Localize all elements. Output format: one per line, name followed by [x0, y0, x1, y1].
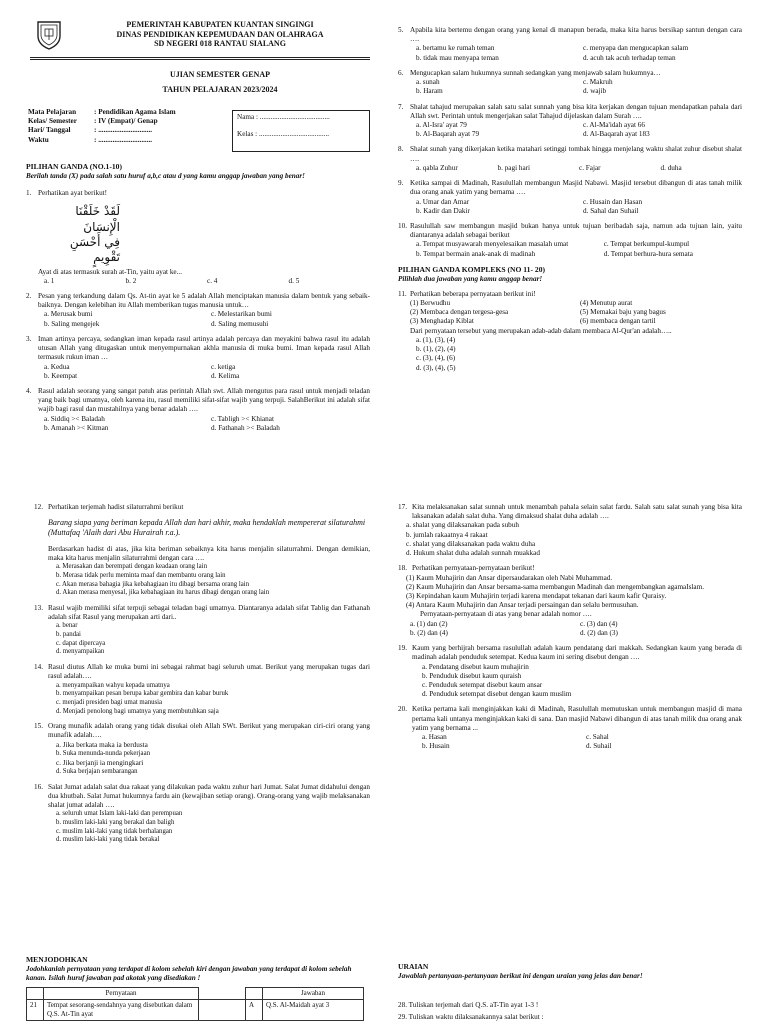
question-4 — [26, 387, 370, 433]
q3-option-d[interactable]: d. Kelima — [211, 371, 240, 380]
section2-title: PILIHAN GANDA KOMPLEKS (NO 11- 20) — [398, 264, 546, 274]
exam-meta — [26, 108, 236, 145]
q17-option-c[interactable]: c. shalat yang dilaksanakan pada waktu duha — [406, 539, 536, 548]
q2-text: Pesan yang terkandung dalam Qs. At-tin ayat ke 5 adalah Allah menciptakan manusia dalam bentuk yang sebaik-baiknya. Dengan kelebihan itu Allah memberikan tugas manusia untuk… — [38, 292, 370, 310]
q7-options — [416, 121, 742, 139]
q10-option-c[interactable]: c. Tempat berkumpul-kumpul — [603, 240, 690, 249]
table-row — [27, 1000, 364, 1021]
q3-num: 3. — [26, 334, 32, 343]
q17-option-b[interactable]: b. jumlah rakaatnya 4 rakaat — [406, 530, 488, 539]
question-9 — [398, 179, 742, 216]
q17-num: 17. — [398, 503, 407, 511]
matching-col-letter — [246, 988, 263, 1000]
q15-num: 15. — [34, 722, 43, 731]
q1-after: Ayat di atas termasuk surah at-Tin, yaitu ayat ke... — [38, 267, 182, 276]
q15-option-c[interactable]: c. Jika berjanji ia mengingkari — [56, 758, 144, 767]
q8-option-d[interactable]: d. duha — [660, 163, 682, 172]
q19-option-c[interactable]: c. Penduduk setempat disebut kaum ansar — [422, 680, 543, 689]
section3-title: MENJODOHKAN — [26, 955, 88, 964]
q11-num: 11. — [398, 289, 407, 298]
matching-row-num: 21 — [27, 1000, 44, 1021]
matching-row-statement: Tempat sesorang-sendahnya yang disebutkan dalam Q.S. At-Tin ayat — [44, 1000, 199, 1021]
q16-option-a[interactable]: a. seluruh umat Islam laki-laki dan perempuan — [56, 810, 183, 818]
q16-text: Salat Jumat adalah salat dua rakaat yang dilakukan pada waktu zuhur hari Jumat. Salat Jumat didahului dengan dua khutbah. Salat Jumat hukumnya fardu ain (kewajiban setiap orang). Orang-orang yang wajib melaksanakan shalat jumat adalah …. — [48, 782, 370, 809]
matching-answer-box[interactable] — [199, 1000, 246, 1021]
q14-option-d[interactable]: d. Menjadi penolong bagi umatnya yang membutuhkan saja — [56, 707, 219, 715]
exam-year: TAHUN PELAJARAN 2023/2024 — [162, 84, 278, 94]
q6-option-b[interactable]: b. Haram — [416, 87, 443, 96]
q7-num: 7. — [398, 102, 404, 111]
q7-text: Shalat tahajud merupakan salah satu salat sunnah yang bisa kita kerjakan dengan tujuan mendapatkan pahala dari Allah swt. Perintah untuk mengerjakan salat Tahajud dijelaskan dalam Surah …. — [410, 102, 742, 120]
q12-text: Perhatikan terjemah hadist silaturrahmi berikut — [48, 503, 184, 511]
q3-option-b[interactable]: b. Keempat — [44, 371, 78, 380]
question-18 — [398, 564, 742, 638]
header-line-3: SD NEGERI 018 RANTAU SIALANG — [154, 39, 286, 49]
q11-statements — [410, 299, 742, 327]
q1-option-a[interactable]: a. 1 — [44, 276, 55, 285]
q20-option-d[interactable]: d. Suhail — [586, 742, 612, 751]
q6-option-a[interactable]: a. sunah — [416, 78, 440, 87]
q4-text: Rasul adalah seorang yang sangat patuh atas perintah Allah swt. Allah mengutus para rasul untuk menjadi teladan yang baik bagi umatnya, oleh karena itu, rasul memiliki sifat-sifat wajib yang terpuji. SalahBerikut ini adalah sifat wajib bagi rasul dan mustahilnya yang benar adalah …. — [38, 387, 370, 414]
right-column-page2 — [398, 503, 742, 757]
q19-text: Kaum yang berhijrah bersama rasulullah adalah kaum pendatang dari makkah. Sedangkan kaum yang berada di madinah adalah penduduk setempat. Kedua kaum ini sering disebut dengan …. — [412, 644, 742, 662]
q14-option-c[interactable]: c. menjadi presiden bagi umat manusia — [56, 698, 163, 706]
q9-option-b[interactable]: b. Kadir dan Dakir — [416, 206, 470, 215]
q8-option-c[interactable]: c. Fajar — [579, 163, 601, 172]
q4-option-b[interactable]: b. Amanah >< Kitman — [44, 423, 109, 432]
matching-row-letter: A — [246, 1000, 263, 1021]
matching-col-num — [27, 988, 44, 1000]
question-3 — [26, 335, 370, 381]
q13-num: 13. — [34, 603, 43, 612]
q18-option-b[interactable]: b. (2) dan (4) — [410, 628, 448, 637]
q18-statements — [406, 574, 742, 611]
q6-options — [416, 78, 742, 96]
q20-num: 20. — [398, 705, 407, 714]
q14-options — [56, 682, 370, 717]
q7-option-b[interactable]: b. Al-Baqarah ayat 79 — [416, 130, 480, 139]
q5-options — [416, 44, 742, 62]
q18-after: Pernyataan-pernyataan di atas yang benar adalah nomor …. — [420, 610, 592, 619]
exam-title: UJIAN SEMESTER GENAP — [169, 70, 270, 79]
q2-num: 2. — [26, 292, 32, 301]
q5-num: 5. — [398, 26, 404, 34]
q7-option-a[interactable]: a. Al-Isra' ayat 79 — [416, 120, 467, 129]
q17-text: Kita melaksanakan salat sunnah untuk menambah pahala selain salat fardu. Salah satu salat sunah yang bisa kita laksanakan adalah salat duha. Yang dimaksud shalat duha adalah …. — [412, 503, 742, 521]
q1-num: 1. — [26, 188, 32, 197]
q16-option-d[interactable]: d. muslim laki-laki yang tidak berakal — [56, 836, 160, 844]
q10-option-d[interactable]: d. Tempat berhura-hura semata — [603, 249, 693, 258]
q11-option-d[interactable]: d. (3), (4), (5) — [416, 363, 456, 372]
q19-option-b[interactable]: b. Penduduk disebut kaum quraish — [422, 671, 522, 680]
q19-option-d[interactable]: d. Penduduk setempat disebut dengan kaum muslim — [422, 690, 572, 699]
section4-title: URAIAN — [398, 962, 429, 971]
q2-option-b[interactable]: b. Saling mengejek — [44, 319, 100, 328]
q12-hadith-quote: Barang siapa yang beriman kepada Allah dan hari akhir, maka hendaklah mempererat silaturahmi (Muttafaq 'Alaih dari Abu Hurairah r.a.). — [48, 518, 366, 538]
q13-option-d[interactable]: d. menyampaikan — [56, 648, 105, 656]
q11-option-a[interactable]: a. (1), (3), (4) — [416, 335, 456, 344]
q5-option-a[interactable]: a. bertamu ke rumah teman — [416, 44, 495, 53]
right-column-page1 — [398, 26, 742, 379]
q18-options — [410, 620, 742, 638]
q11-item-5: (5) Memakai baju yang bagus — [580, 308, 666, 317]
q10-option-b[interactable]: b. Tempat bermain anak-anak di madinah — [416, 249, 536, 258]
essay-question-28: 28. Tuliskan terjemah dari Q.S. aT-Tin ayat 1-3 ! — [398, 1000, 539, 1009]
q5-text: Apabila kita bertemu dengan orang yang kenal di manapun berada, maka kita harus bersikap santun dengan cara …. — [410, 26, 742, 44]
q13-option-c[interactable]: c. dapat dipercaya — [56, 639, 106, 647]
q4-option-c[interactable]: c. Tabligh >< Khianat — [211, 414, 274, 423]
question-20 — [398, 705, 742, 751]
q8-options — [416, 164, 742, 173]
q4-options — [44, 415, 370, 433]
matching-table — [26, 987, 364, 1021]
q20-option-c[interactable]: c. Sahal — [586, 733, 609, 742]
q8-option-b[interactable]: b. pagi hari — [497, 163, 531, 172]
mapel-label: Mata Pelajaran — [28, 108, 77, 116]
q5-option-c[interactable]: c. menyapa dan mengucapkan salam — [583, 44, 689, 53]
q18-option-c[interactable]: c. (3) dan (4) — [580, 619, 618, 628]
q13-option-b[interactable]: b. pandai — [56, 631, 81, 638]
q9-options — [416, 198, 742, 216]
student-id-box — [232, 110, 370, 152]
q4-num: 4. — [26, 387, 32, 395]
exam-title-block — [80, 70, 360, 94]
left-column-page2 — [34, 503, 370, 851]
q10-num: 10. — [398, 221, 407, 230]
q4-option-a[interactable]: a. Siddiq >< Baladah — [44, 414, 105, 423]
q9-text: Ketika sampai di Madinah, Rasulullah membangun Masjid Nabawi. Masjid tersebut dibangun di atas tanah milik dua orang anak yatim yang bernama …. — [410, 179, 742, 197]
hari-value: : .............................. — [94, 126, 153, 135]
q11-option-c[interactable]: c. (3), (4), (6) — [416, 354, 456, 363]
q9-option-c[interactable]: c. Husain dan Hasan — [583, 197, 643, 206]
question-15 — [34, 722, 370, 776]
q1-options — [44, 277, 370, 286]
q14-option-a[interactable]: a. menyampaikan wahyu kepada umatnya — [56, 681, 170, 689]
q11-item-2: (2) Membaca dengan tergesa-gesa — [410, 308, 509, 317]
q18-statement-2: (2) Kaum Muhajirin dan Ansar bersama-sama membangun Madinah dan mengembangkan agamaIslam. — [406, 582, 704, 591]
question-7 — [398, 103, 742, 140]
q19-options — [422, 663, 742, 700]
regency-seal-icon — [36, 20, 62, 50]
q1-arabic: لَقَدْ خَلَقْنَا الْإِنسَانَ فِي أَحْسَنِ تَقْوِيمٍ — [69, 204, 120, 265]
section4-instruction: Jawablah pertanyaan-pertanyaan berikut ini dengan uraian yang jelas dan benar! — [398, 971, 643, 980]
question-14 — [34, 663, 370, 716]
essay-section — [398, 962, 742, 1022]
q19-option-a[interactable]: a. Pendatang disebut kaum muhajirin — [422, 662, 529, 671]
section3-instruction: Jodohkanlah pernyataan yang terdapat di kolom sebelah kiri dengan jawaban yang terdapat di kolom sebelah kanan. Isilah huruf jawaban pad akotak yang disediakan ! — [26, 964, 352, 982]
q8-num: 8. — [398, 145, 404, 154]
q6-option-c[interactable]: c. Makruh — [583, 78, 613, 87]
q7-option-d[interactable]: d. Al-Baqarah ayat 183 — [583, 130, 650, 139]
q11-after: Dari pernyataan tersebut yang merupakan adab-adab dalam membaca Al-Qur'an adalah….. — [410, 326, 672, 335]
mapel-value: : Pendidikan Agama Islam — [94, 108, 176, 116]
q14-text: Rasul diutus Allah ke muka bumi ini sebagai rahmat bagi seluruh umat. Berikut yang merupakan tugas dari rasul adalah…. — [48, 663, 370, 681]
section1-instruction: Berilah tanda (X) pada salah satu huruf a,b,c atau d yang kamu anggap jawaban yang benar! — [26, 171, 305, 180]
q13-options — [56, 622, 370, 657]
q12-options — [56, 563, 370, 598]
q9-option-d[interactable]: d. Sahal dan Suhail — [583, 206, 639, 215]
q16-option-b[interactable]: b. muslim laki-laki yang berakal dan baligh — [56, 818, 175, 826]
q15-text: Orang munafik adalah orang yang tidak disukai oleh Allah SWt. Berikut yang merupakan ciri-ciri orang yang munafik adalah…. — [48, 722, 370, 740]
q17-option-a[interactable]: a. shalat yang dilaksanakan pada subuh — [406, 521, 519, 530]
kelas-field[interactable]: Kelas : ....................................... — [237, 130, 330, 139]
q18-num: 18. — [398, 564, 407, 573]
q20-options — [422, 733, 742, 751]
q3-option-c[interactable]: c. ketiga — [211, 362, 236, 371]
q18-text: Perhatikan pernyataan-pernyataan berikut! — [412, 564, 535, 573]
q10-option-a[interactable]: a. Tempat musyawarah menyelesaikan masalah umat — [416, 240, 569, 249]
q20-option-b[interactable]: b. Husain — [422, 742, 450, 751]
q18-statement-1: (1) Kaum Muhajirin dan Ansar dipersaudarakan oleh Nabi Muhammad. — [406, 573, 613, 582]
kelas-value: : IV (Empat)/ Genap — [94, 117, 158, 126]
q19-num: 19. — [398, 644, 407, 653]
q11-option-b[interactable]: b. (1), (2), (4) — [416, 345, 456, 354]
q16-options — [56, 810, 370, 845]
question-12 — [34, 503, 370, 598]
question-10 — [398, 222, 742, 259]
hari-label: Hari/ Tanggal — [28, 126, 71, 135]
q11-item-3: (3) Menghadap Kiblat — [410, 317, 474, 326]
letterhead — [80, 20, 360, 49]
q10-options — [416, 240, 742, 258]
q12-after: Berdasarkan hadist di atas, jika kita beriman sebaiknya kita harus menjalin silaturrahmi. Dengan demikian, maka kita harus menjalin silaturrahmi dengan cara …. — [48, 544, 370, 562]
q1-text: Perhatikan ayat berikut! — [38, 188, 108, 197]
q2-option-c[interactable]: c. Melestarikan bumi — [211, 310, 272, 319]
q16-option-c[interactable]: c. muslim laki-laki yang tidak berhalangan — [56, 827, 173, 835]
matching-row-answer: Q.S. Al-Maidah ayat 3 — [263, 1000, 364, 1021]
q1-option-d[interactable]: d. 5 — [288, 276, 300, 285]
q2-options — [44, 310, 370, 328]
q11-text: Perhatikan beberapa pernyataan berikut ini! — [410, 289, 536, 298]
section1-title: PILIHAN GANDA (NO.1-10) — [26, 162, 122, 171]
header-line-2: DINAS PENDIDIKAN KEPEMUDAAN DAN OLAHRAGA — [116, 29, 324, 39]
q17-options — [406, 521, 742, 558]
q15-options — [56, 741, 370, 777]
q11-options — [416, 336, 742, 373]
question-13 — [34, 604, 370, 657]
q16-num: 16. — [34, 782, 43, 791]
q5-option-b[interactable]: b. tidak mau menyapa teman — [416, 53, 499, 62]
q17-option-d[interactable]: d. Hukum shalat duha adalah sunnah muakkad — [406, 549, 540, 558]
q3-options — [44, 363, 370, 381]
q12-option-a[interactable]: a. Merasakan dan berempati dengan keadaan orang lain — [56, 563, 207, 571]
logo — [36, 20, 62, 50]
q10-text: Rasulullah saw membangun masjid bukan hanya untuk tujuan beribadah saja, namun ada tujuan lain, yaitu diantaranya adalah sebagai berikut — [410, 221, 742, 240]
q1-option-c[interactable]: c. 4 — [207, 276, 218, 285]
q20-option-a[interactable]: a. Hasan — [422, 733, 447, 742]
question-16 — [34, 783, 370, 845]
q2-option-d[interactable]: d. Saling memusuhi — [211, 319, 269, 328]
matching-section — [26, 955, 370, 1021]
q20-text: Ketika pertama kali menginjakkan kaki di Madinah, Rasulullah memutuskan untuk membangun masjid di mana pertama kali untanya menginjakkan kaki di sana. Dan masjid Nabawi dibangun di atas tanah milik dua orang anak yatim yang bernama ... — [412, 705, 742, 732]
q11-item-1: (1) Berwudhu — [410, 298, 451, 307]
question-2 — [26, 292, 370, 329]
q8-text: Shalat sunah yang dikerjakan ketika matahari setinggi tombak hingga menjelang waktu shalat zuhur disebut shalat …. — [410, 145, 742, 163]
header-line-1: PEMERINTAH KABUPATEN KUANTAN SINGINGI — [126, 20, 314, 29]
q18-statement-4: (4) Antara Kaum Muhajirin dan Ansar terjadi persaingan dan selalu bermusuhan. — [406, 601, 639, 610]
q11-item-4: (4) Menutup aurat — [580, 298, 633, 307]
matching-col-answer-box — [199, 988, 246, 1000]
q1-option-b[interactable]: b. 2 — [125, 276, 137, 285]
q15-option-a[interactable]: a. Jika berkata maka ia berdusta — [56, 740, 148, 749]
q15-option-b[interactable]: b. Suka menunda-nunda pekerjaan — [56, 749, 150, 757]
question-11 — [398, 290, 742, 373]
nama-field[interactable]: Nama : ....................................... — [237, 113, 330, 121]
question-5 — [398, 26, 742, 63]
waktu-value: : .............................. — [94, 135, 153, 144]
q6-option-d[interactable]: d. wajib — [583, 87, 607, 96]
q18-statement-3: (3) Kepindahan kaum Muhajirin terjadi karena mendapat tekanan dari kaum kafir Quraisy. — [406, 591, 667, 600]
q13-option-a[interactable]: a. benar — [56, 622, 78, 630]
q12-option-d[interactable]: d. Akan merasa menyesal, jika kebahagiaan itu harus dibagi dengan orang lain — [56, 589, 270, 597]
essay-question-29: 29. Tuliskan waktu dilaksanakannya salat berikut : — [398, 1013, 544, 1022]
left-column-page1 — [26, 162, 370, 439]
question-8 — [398, 145, 742, 173]
q8-option-a[interactable]: a. qabla Zuhur — [416, 163, 458, 172]
q13-text: Rasul wajib memiliki sifat terpuji sebagai teladan bagi umatnya. Diantaranya adalah sifat Tablig dan Fathanah adalah sifat Rasul yang merupakan arti dari.. — [48, 603, 370, 622]
q14-option-b[interactable]: b. menyampaikan pesan berupa kabar gembira dan kabar buruk — [56, 690, 229, 698]
header-rule — [30, 57, 370, 60]
q12-option-b[interactable]: b. Merasa tidak perlu meminta maaf dan membantu orang lain — [56, 571, 226, 579]
q12-option-c[interactable]: c. Akan merasa bahagia jika kebahagiaan itu dibagi bersama orang lain — [56, 580, 250, 588]
section2-instruction: Pilihlah dua jawaban yang kamu anggap benar! — [398, 274, 543, 283]
matching-col-statement: Pernyataan — [44, 988, 199, 1000]
q3-option-a[interactable]: a. Kedua — [44, 362, 70, 371]
kelas-label: Kelas/ Semester — [28, 117, 77, 126]
q12-num: 12. — [34, 503, 43, 511]
question-17 — [398, 503, 742, 558]
q7-option-c[interactable]: c. Al-Ma'idah ayat 66 — [583, 120, 645, 129]
question-19 — [398, 644, 742, 699]
q4-option-d[interactable]: d. Fathanah >< Baladah — [211, 423, 280, 432]
q14-num: 14. — [34, 663, 43, 672]
waktu-label: Waktu — [28, 135, 49, 144]
q5-option-d[interactable]: d. acuh tak acuh terhadap teman — [583, 53, 676, 62]
q6-num: 6. — [398, 68, 404, 77]
matching-col-answer: Jawaban — [263, 988, 364, 1000]
question-6 — [398, 69, 742, 97]
question-1 — [26, 189, 370, 286]
q15-option-d[interactable]: d. Suka berjajan sembarangan — [56, 767, 138, 775]
q9-option-a[interactable]: a. Umar dan Amar — [416, 197, 470, 206]
q18-option-a[interactable]: a. (1) dan (2) — [410, 619, 448, 628]
q11-item-6: (6) membaca dengan tartil — [580, 317, 656, 326]
q2-option-a[interactable]: a. Merusak bumi — [44, 310, 93, 319]
q6-text: Mengucapkan salam hukumnya sunnah sedangkan yang menjawab salam hukumnya… — [410, 68, 661, 77]
q3-text: Iman artinya percaya, sedangkan iman kepada rasul artinya adalah percaya dan meyakini bahwa rasul itu adalah utusan Allah yang ditugaskan untuk menyempurnakan akhla manusia di muka bumi. Iman kepada rasul Allah termasuk rukun iman … — [38, 334, 370, 362]
q18-option-d[interactable]: d. (2) dan (3) — [580, 628, 618, 637]
q9-num: 9. — [398, 179, 404, 188]
